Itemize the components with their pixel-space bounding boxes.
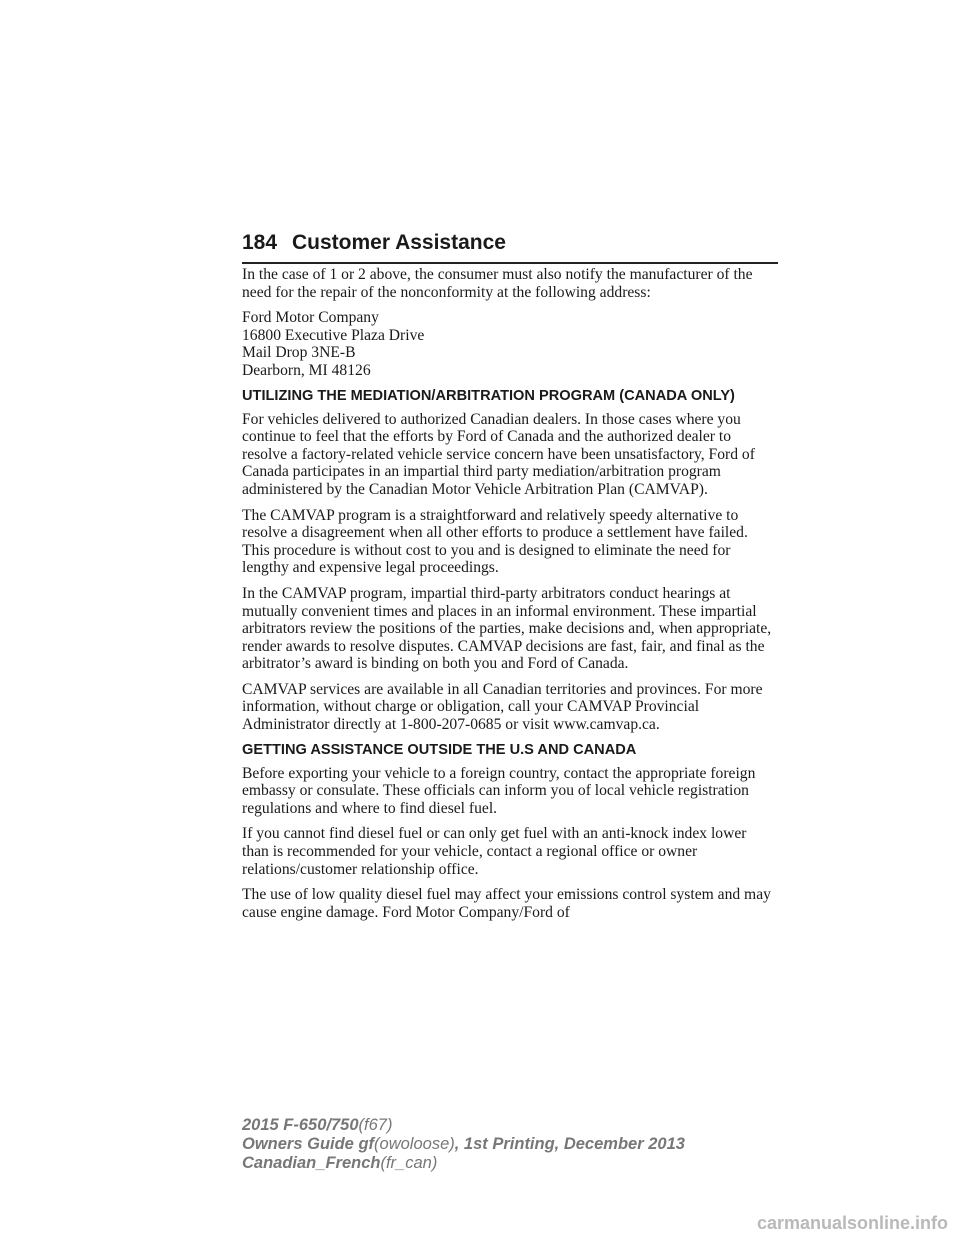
footer-language: Canadian_French (242, 1154, 381, 1172)
address-line: Ford Motor Company (242, 309, 379, 327)
footer-line-language (242, 1154, 685, 1173)
section-title: Customer Assistance (292, 231, 506, 254)
paragraph-exporting: Before exporting your vehicle to a foreign country, contact the appropriate foreign embassy or consulate. These officials can inform you of local vehicle registration regulations and where to find diesel fuel. (242, 764, 756, 817)
paragraph-low-quality-fuel: The use of low quality diesel fuel may affect your emissions control system and may cause engine damage. Ford Motor Company/Ford of (242, 886, 771, 921)
footer-guide: Owners Guide gf (242, 1135, 375, 1153)
footer-language-code: (fr_can) (380, 1154, 438, 1172)
paragraph-arbitrators: In the CAMVAP program, impartial third-party arbitrators conduct hearings at mutually convenient times and places in an informal environment. These impartial arbitrators review the positions of the parties, make decisions and, when appropriate, render awards to resolve disputes. CAMVAP decisions are fast, fair, and final as the arbitrator’s award is binding on both you and Ford of Canada. (242, 584, 772, 673)
paragraph-canadian-dealers: For vehicles delivered to authorized Canadian dealers. In those cases where you continue to feel that the efforts by Ford of Canada and the authorized dealer to resolve a factory-related vehicle service concern have been unsatisfactory, Ford of Canada participates in an impartial third party mediation/arbitration program administered by the Canadian Motor Vehicle Arbitration Plan (CAMVAP). (242, 410, 755, 498)
page-header (242, 228, 778, 264)
paragraph-camvap-services: CAMVAP services are available in all Canadian territories and provinces. For more information, without charge or obligation, call your CAMVAP Provincial Administrator directly at 1-800-207-0685 or visit www.camvap.ca. (242, 680, 763, 734)
footer-printing: , 1st Printing, December 2013 (454, 1135, 685, 1153)
page-content (242, 266, 772, 929)
address-line: Mail Drop 3NE-B (242, 344, 356, 362)
footer-model: 2015 F-650/750 (242, 1116, 359, 1134)
mailing-address (242, 309, 772, 379)
heading-mediation-program: UTILIZING THE MEDIATION/ARBITRATION PROGRAM (CANADA ONLY) (242, 387, 735, 404)
watermark-text: carmanualsonline.info (756, 1213, 948, 1233)
paragraph-camvap-program: The CAMVAP program is a straightforward and relatively speedy alternative to resolve a disagreement when all other efforts to produce a settlement have failed. This procedure is without cost to you and is designed to eliminate the need for lengthy and expensive legal proceedings. (242, 506, 748, 577)
address-line: Dearborn, MI 48126 (242, 361, 371, 379)
footer-model-code: (f67) (358, 1116, 393, 1134)
paragraph-notify: In the case of 1 or 2 above, the consumer must also notify the manufacturer of the need for the repair of the nonconformity at the following address: (242, 266, 753, 301)
print-footer (242, 1116, 685, 1173)
footer-guide-code: (owoloose) (374, 1135, 455, 1153)
heading-outside-us-canada: GETTING ASSISTANCE OUTSIDE THE U.S AND CANADA (242, 741, 637, 758)
address-line: 16800 Executive Plaza Drive (242, 326, 425, 344)
paragraph-diesel-fuel: If you cannot find diesel fuel or can only get fuel with an anti-knock index lower than is recommended for your vehicle, contact a regional office or owner relations/customer relationship office. (242, 825, 747, 878)
page-number: 184 (242, 231, 278, 254)
footer-line-guide (242, 1135, 685, 1154)
footer-line-model (242, 1116, 685, 1135)
